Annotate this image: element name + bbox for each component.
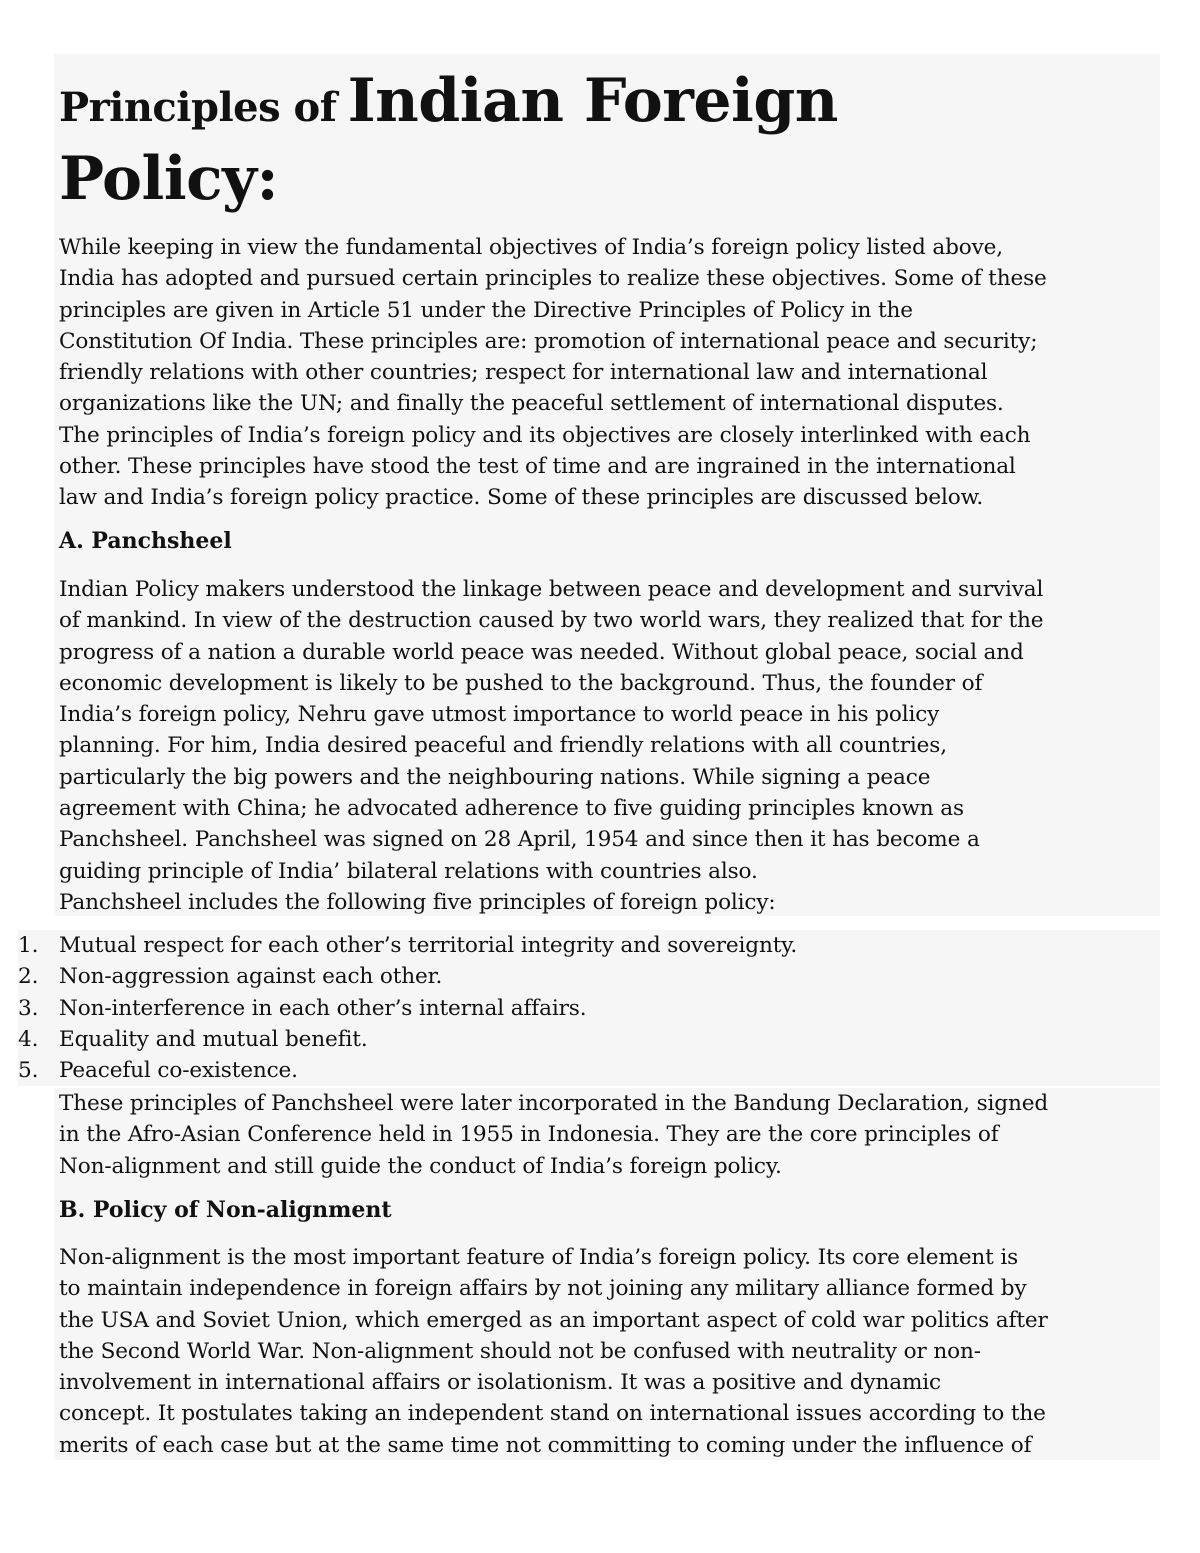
page-title-prefix: Principles of [59,84,337,131]
panchsheel-paragraph: Indian Policy makers understood the linkage between peace and development and survival of mankind. In view of the destruction caused by two world wars, they realized that for the progress of a nation a durable world peace was needed. Without global peace, social and economic development is likely to be pushed to the background. Thus, the founder of India’s foreign policy, Nehru gave utmost importance to world peace in his policy planning. For him, India desired peaceful and friendly relations with all countries, particularly the big powers and the neighbouring nations. While signing a peace agreement with China; he advocated adherence to five guiding principles known as Panchsheel. Panchsheel was signed on 28 April, 1954 and since then it has become a guiding principle of India’ bilateral relations with countries also. Panchsheel includes the following five principles of foreign policy: [59,577,1044,915]
list-item [0,1055,1160,1086]
bandung-paragraph: These principles of Panchsheel were later incorporated in the Bandung Declaration, signed in the Afro-Asian Conference held in 1955 in Indonesia. They are the core principles of Non-alignment and still guide the conduct of India’s foreign policy. [59,1091,1049,1179]
list-item [0,1024,1160,1055]
page-title-continued: Policy: [59,144,279,214]
list-item-text: Peaceful co-existence. [59,1058,298,1084]
section-heading-non-alignment: B. Policy of Non-alignment [59,1197,392,1223]
page-title-main: Indian Foreign [347,66,838,136]
page-title [59,62,1159,149]
list-item-number: 3. [18,995,39,1021]
principles-list [0,930,1160,1086]
list-item [0,930,1160,961]
list-item-number: 5. [18,1058,39,1084]
list-item [0,961,1160,992]
list-item [0,993,1160,1024]
intro-paragraph: While keeping in view the fundamental objectives of India’s foreign policy listed above, India has adopted and pursued certain principles to realize these objectives. Some of these principles are given in Article 51 under the Directive Principles of Policy in the Constitution Of India. These principles are: promotion of international peace and security; friendly relations with other countries; respect for international law and international organizations like the UN; and finally the peaceful settlement of international disputes. The principles of India’s foreign policy and its objectives are closely interlinked with each other. These principles have stood the test of time and are ingrained in the international law and India’s foreign policy practice. Some of these principles are discussed below. [59,235,1047,511]
list-item-text: Mutual respect for each other’s territorial integrity and sovereignty. [59,933,798,958]
list-item-text: Equality and mutual benefit. [59,1026,368,1052]
list-item-number: 4. [18,1026,39,1052]
list-item-number: 1. [18,933,39,958]
section-heading-panchsheel: A. Panchsheel [59,528,232,554]
non-alignment-paragraph: Non-alignment is the most important feature of India’s foreign policy. Its core element is to maintain independence in foreign affairs by not joining any military alliance formed by the USA and Soviet Union, which emerged as an important aspect of cold war politics after the Second World War. Non-alignment should not be confused with neutrality or non- involvement in international affairs or isolationism. It was a positive and dynamic concept. It postulates taking an independent stand on international issues according to the merits of each case but at the same time not committing to coming under the influence of [59,1245,1048,1458]
list-item-number: 2. [18,964,39,990]
list-item-text: Non-interference in each other’s internal affairs. [59,995,587,1021]
list-item-text: Non-aggression against each other. [59,964,443,990]
